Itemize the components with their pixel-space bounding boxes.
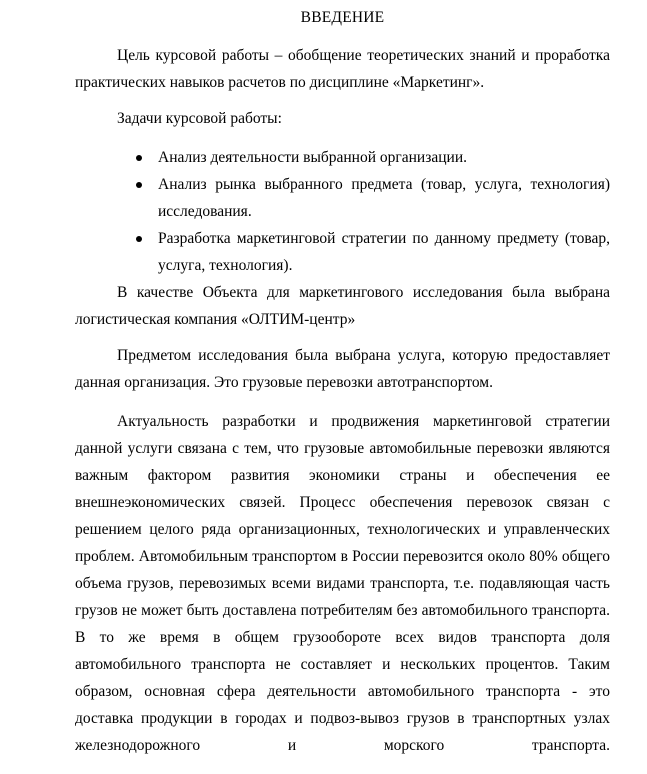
- tasks-heading: Задачи курсовой работы:: [117, 110, 282, 127]
- list-item: [158, 225, 610, 279]
- subject-paragraph: Предметом исследования была выбрана услуга, которую предоставляет данная организация. Это грузовые перевозки автотранспортом.: [75, 347, 610, 391]
- object-paragraph: В качестве Объекта для маркетингового исследования была выбрана логистическая компания «ОЛТИМ-центр»: [75, 284, 610, 328]
- list-item: [158, 144, 610, 171]
- page-title: ВВЕДЕНИЕ: [300, 9, 385, 26]
- list-item: [158, 171, 610, 225]
- bullet-icon: [136, 182, 142, 188]
- bullet-icon: [136, 236, 142, 242]
- task-text: Анализ рынка выбранного предмета (товар, услуга, технология) исследования.: [158, 176, 610, 220]
- task-text: Разработка маркетинговой стратегии по данному предмету (товар, услуга, технология).: [158, 230, 610, 274]
- relevance-paragraph: Актуальность разработки и продвижения маркетинговой стратегии данной услуги связана с тем, что грузовые автомобильные перевозки являются важным фактором развития экономики страны и обеспечения ее внешнеэкономических связей. Процесс обеспечения перевозок связан с решением целого ряда организационных, технологических и управленческих проблем. Автомобильным транспортом в России перевозится около 80% общего объема грузов, перевозимых всеми видами транспорта, т.е. подавляющая часть грузов не может быть доставлена потребителям без автомобильного транспорта. В то же время в общем грузообороте всех видов транспорта доля автомобильного транспорта не составляет и нескольких процентов. Таким образом, основная сфера деятельности автомобильного транспорта - это доставка продукции в городах и подвоз-вывоз грузов в транспортных узлах железнодорожного и морского транспорта.: [75, 413, 610, 754]
- bullet-icon: [136, 155, 142, 161]
- goal-paragraph: Цель курсовой работы – обобщение теоретических знаний и проработка практических навыков расчетов по дисциплине «Маркетинг».: [75, 47, 610, 91]
- task-text: Анализ деятельности выбранной организации.: [158, 149, 467, 166]
- document-page: [75, 8, 610, 759]
- tasks-list: [75, 144, 610, 279]
